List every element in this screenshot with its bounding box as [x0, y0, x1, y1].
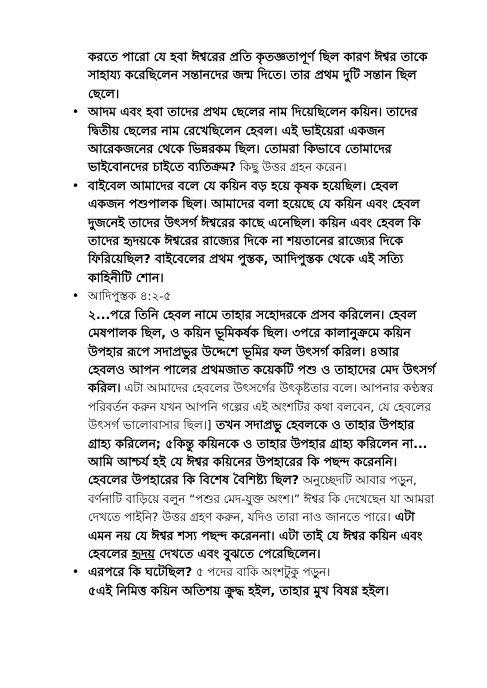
bullet-icon: •: [72, 178, 80, 193]
bible-text: বাইবেল আমাদের বলে যে কয়িন বড় হয়ে কৃষক হয়েছিল। হেবল একজন পশুপালক ছিল। আমাদের বলা হয়েছে যে কয়িন এবং হেবল দুজনেই তাদের উৎসর্গ ঈশ্বরের কাছে এনেছিল। কয়িন এবং হেবল কি তাদের হৃদয়কে ঈশ্বরের রাজ্যের দিকে না শয়তানের রাজ্যের দিকে ফিরিয়েছিল? বাইবেলের প্রথম পুস্তক, আদিপুস্তক থেকে এই সত্যি কাহিনীটি শোন।: [88, 177, 421, 285]
quote-note-2: অনুচ্ছেদটি আবার পড়ুন, বর্ণনাটি বাড়িয়ে বলুন “পশুর মেদ-যুক্ত অংশ।” ঈশ্বর কি দেখেছেন যা আমরা দেখতে পাইনি? উত্তর গ্রহণ করুন, যদিও তারা নাও জানতে পারে।: [88, 473, 435, 525]
quote-note-1: এটা আমাদের হেবলের উৎসর্গের উৎকৃষ্টতার বলে। আপনার কণ্ঠস্বর পরিবর্তন করুন যখন আপনি গল্পের এই অংশটির কথা বলবেন, যে হেবলের উৎসর্গ ভালোবাসার ছিল।]: [88, 381, 434, 433]
bullet-item-sons: [66, 103, 438, 177]
quote-part-3-end: দেখতে এবং বুঝতে পেরেছিলেন।: [154, 545, 321, 561]
sons-note: কিছু উত্তর গ্রহন করেন।: [235, 160, 347, 175]
quote-underlined-word: হৃদয়: [131, 545, 155, 561]
bullet-item-bible: [66, 177, 438, 287]
next-question: এরপরে কি ঘটেছিল?: [88, 564, 193, 580]
bullet-icon: •: [72, 105, 80, 120]
document-body: [66, 48, 438, 600]
quote-part-2: তখন সদাপ্রভু হেবলকে ও তাহার উপহার গ্রাহ্য করিলেন; ৫কিন্তু কয়িনকে ও তাহার উপহার গ্রাহ্য করিলেন না... আমি আশ্চর্য হই যে ঈশ্বর কয়িনের উপহারের কি পছন্দ করেননি। হেবলের উপহারের কি বিশেষ বৈশিষ্ট্য ছিল?: [88, 417, 428, 488]
scripture-quote-block: [88, 306, 438, 564]
bullet-item-next: [66, 563, 438, 581]
paragraph-intro: [88, 48, 438, 103]
next-note: ৫ পদের বাকি অংশটুকু পড়ুন।: [192, 565, 331, 580]
sons-text: আদম এবং হবা তাদের প্রথম ছেলের নাম দিয়েছিলেন কয়িন। তাদের দ্বিতীয় ছেলের নাম রেখেছিলেন হেবল। এই ভাইয়েরা একজন আরেকজনের থেকে ভিন্নরকম ছিল। তোমরা কিভাবে তোমাদের ভাইবোনদের চাইতে ব্যতিক্রম?: [88, 104, 418, 175]
final-verse: ৫এই নিমিত্ত কয়িন অতিশয় ক্রুদ্ধ হইল, তাহার মুখ বিষণ্ণ হইল।: [88, 582, 389, 598]
bullet-icon: •: [72, 565, 80, 580]
quote-part-3: এটা এমন নয় যে ঈশ্বর শস্য পছন্দ করেননা। এটা তাই যে ঈশ্বর কয়িন এবং হেবলের: [88, 509, 423, 561]
bullet-item-reference: [66, 287, 438, 305]
bullet-icon: •: [72, 289, 80, 304]
paragraph-final: [88, 582, 438, 600]
quote-part-1: ২...পরে তিনি হেবল নামে তাহার সহোদরকে প্রসব করিলেন। হেবল মেষপালক ছিল, ও কয়িন ভূমিকর্ষক ছিল। ৩পরে কালানুক্রমে কয়িন উপহার রূপে সদাপ্রভুর উদ্দেশে ভূমির ফল উৎসর্গ করিল। ৪আর হেবলও আপন পালের প্রথমজাত কয়েকটি পশু ও তাহাদের মেদ উৎসর্গ করিল।: [88, 306, 436, 396]
intro-text: করতে পারো যে হবা ঈশ্বরের প্রতি কৃতজ্ঞতাপূর্ণ ছিল কারণ ঈশ্বর তাকে সাহায্য করেছিলেন সন্তানদের জন্ম দিতে। তার প্রথম দুটি সন্তান ছিল ছেলে।: [88, 49, 428, 101]
scripture-reference: আদিপুস্তক ৪:২-৫: [88, 289, 172, 304]
